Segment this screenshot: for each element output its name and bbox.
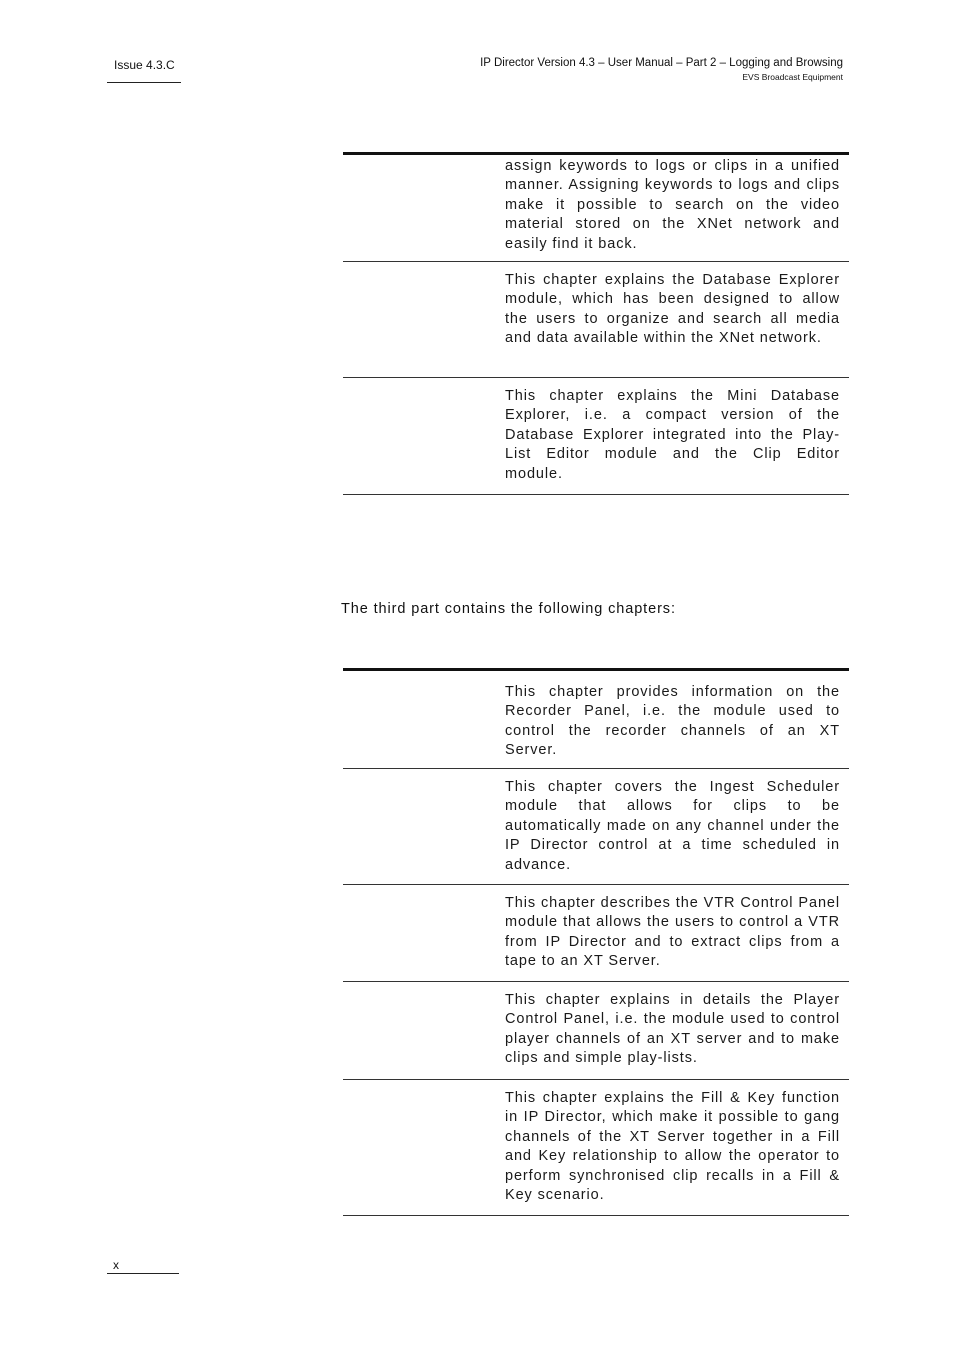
- table-row: [343, 885, 849, 982]
- table-row: [343, 1080, 849, 1216]
- chapter-table-part3: [343, 668, 849, 1216]
- chapter-description: This chapter explains the Fill & Key function in IP Director, which make it possible to gang channels of the XT Server together in a Fill and Key relationship to allow the operator to perform synchronised clip recalls in a Fill & Key scenario.: [505, 1090, 840, 1204]
- table-row: [343, 155, 849, 262]
- issue-label: Issue 4.3.C: [114, 58, 175, 72]
- table-row: [343, 769, 849, 885]
- table-row: [343, 378, 849, 495]
- table-row: [343, 982, 849, 1080]
- chapter-description: This chapter covers the Ingest Scheduler module that allows for clips to be automatically made on any channel under the IP Director control at a time scheduled in advance.: [505, 779, 840, 873]
- section-intro: The third part contains the following chapters:: [341, 601, 676, 617]
- table-row: [343, 671, 849, 769]
- header-divider: [107, 82, 181, 83]
- page-number: x: [113, 1258, 119, 1272]
- chapter-description: This chapter explains the Database Explorer module, which has been designed to allow the users to organize and search all media and data available within the XNet network.: [505, 272, 840, 347]
- chapter-description: assign keywords to logs or clips in a unified manner. Assigning keywords to logs and clips make it possible to search on the video material stored on the XNet network and easily find it back.: [505, 158, 840, 252]
- footer-divider: [107, 1273, 179, 1274]
- chapter-description: This chapter describes the VTR Control Panel module that allows the users to control a VTR from IP Director and to extract clips from a tape to an XT Server.: [505, 895, 840, 970]
- chapter-description: This chapter explains in details the Player Control Panel, i.e. the module used to control player channels of an XT server and to make clips and simple play-lists.: [505, 992, 840, 1067]
- chapter-description: This chapter explains the Mini Database Explorer, i.e. a compact version of the Database Explorer integrated into the Play-List Editor module and the Clip Editor module.: [505, 388, 840, 482]
- chapter-description: This chapter provides information on the Recorder Panel, i.e. the module used to control the recorder channels of an XT Server.: [505, 684, 840, 759]
- document-title: IP Director Version 4.3 – User Manual – Part 2 – Logging and Browsing: [480, 57, 843, 69]
- table-row: [343, 262, 849, 378]
- chapter-table-part2: [343, 152, 849, 495]
- company-name: EVS Broadcast Equipment: [742, 72, 843, 82]
